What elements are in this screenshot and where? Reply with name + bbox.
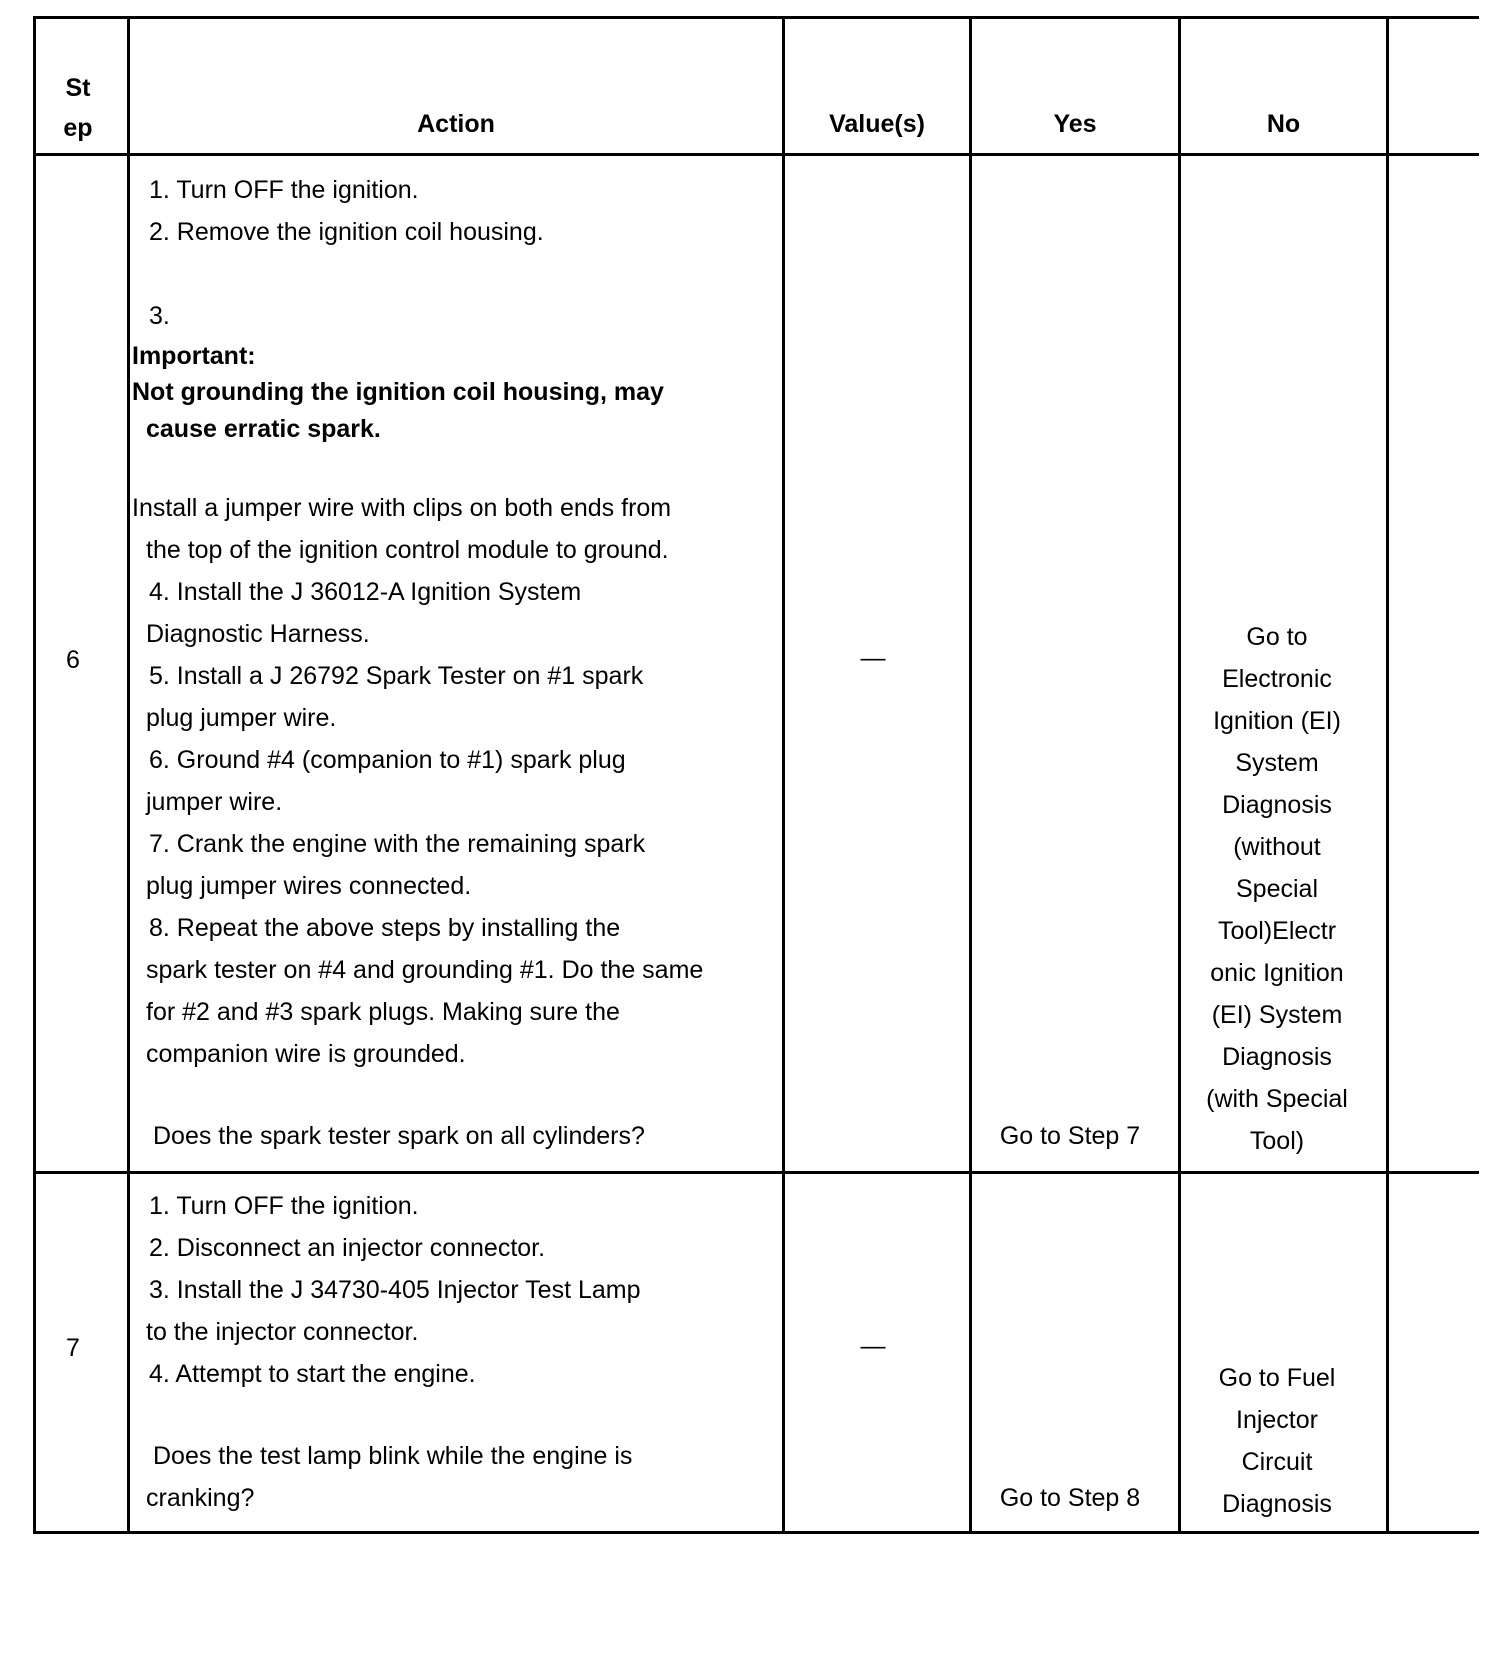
row6-action-line: Diagnostic Harness. [146,620,370,648]
header-action: Action [417,110,495,138]
col-line-5 [1386,16,1389,1534]
row7-no-line: Circuit [1241,1448,1313,1476]
header-step-line2: ep [63,114,93,142]
row6-no-line: (EI) System [1211,1001,1343,1029]
row7-action-line: to the injector connector. [146,1318,419,1346]
row6-no-line: Diagnosis [1222,791,1332,819]
row6-no-line: System [1235,749,1319,777]
row6-action-line: jumper wire. [146,788,283,816]
row7-action-line: 3. Install the J 34730-405 Injector Test Lamp [149,1276,641,1304]
important-label: Important: [132,342,256,370]
col-line-0 [33,16,36,1534]
row7-yes: Go to Step 8 [999,1484,1141,1512]
row6-no-line: Go to [1246,623,1308,651]
col-line-1 [127,16,130,1534]
row6-action-line: 5. Install a J 26792 Spark Tester on #1 spark [149,662,644,690]
row6-action-line: Install a jumper wire with clips on both ends from [132,494,672,522]
important-note: cause erratic spark. [146,415,381,443]
row7-action-line: 2. Disconnect an injector connector. [149,1234,546,1262]
row6-action-line: the top of the ignition control module to ground. [146,536,669,564]
row6-no-line: Diagnosis [1222,1043,1332,1071]
row6-action-line: spark tester on #4 and grounding #1. Do the same [146,956,704,984]
row6-no-line: Electronic [1222,665,1332,693]
row6-action-line: 8. Repeat the above steps by installing the [149,914,621,942]
header-step [36,68,120,148]
row-divider [33,1171,1479,1174]
row6-value: — [860,644,886,672]
row6-action-line: 2. Remove the ignition coil housing. [149,218,544,246]
row-step-6: 6 [66,646,80,674]
row6-no-line: onic Ignition [1210,959,1344,987]
row7-no-line: Injector [1236,1406,1318,1434]
row6-action-line: for #2 and #3 spark plugs. Making sure the [146,998,620,1026]
row7-action-line: 1. Turn OFF the ignition. [149,1192,419,1220]
row6-yes: Go to Step 7 [999,1122,1141,1150]
row6-action-line: 1. Turn OFF the ignition. [149,176,419,204]
header-yes: Yes [1053,110,1097,138]
row6-no-line: (without [1233,833,1321,861]
row7-no-line: Go to Fuel [1218,1364,1336,1392]
row6-action-line: plug jumper wires connected. [146,872,472,900]
row7-no-line: Diagnosis [1222,1490,1332,1518]
row7-question: cranking? [146,1484,255,1512]
row7-no [1181,1357,1373,1525]
row6-action-line: 6. Ground #4 (companion to #1) spark plug [149,746,626,774]
row7-value: — [860,1332,886,1360]
table-border-bottom [33,1531,1479,1534]
row6-question: Does the spark tester spark on all cylinders? [153,1122,645,1150]
header-values: Value(s) [829,110,925,138]
col-line-2 [782,16,785,1534]
row7-question: Does the test lamp blink while the engine is [153,1442,633,1470]
row6-no-line: (with Special [1206,1085,1348,1113]
row6-no [1181,616,1373,1162]
col-line-3 [969,16,972,1534]
diagnostic-table [33,16,1479,1634]
row6-no-line: Ignition (EI) [1213,707,1341,735]
row6-action-line: companion wire is grounded. [146,1040,466,1068]
row6-action-line: plug jumper wire. [146,704,337,732]
table-border-top [33,16,1479,19]
row-step-7: 7 [66,1334,80,1362]
row7-action-line: 4. Attempt to start the engine. [149,1360,476,1388]
row6-no-line: Special [1236,875,1318,903]
row6-action-line: 7. Crank the engine with the remaining spark [149,830,646,858]
header-step-line1: St [65,74,91,102]
important-note: Not grounding the ignition coil housing, may [132,378,664,406]
row6-action-line: 3. [149,302,170,330]
row6-no-line: Tool)Electr [1217,917,1337,945]
header-no: No [1266,110,1301,138]
header-divider [33,153,1479,156]
row6-no-line: Tool) [1249,1127,1305,1155]
row6-action-line: 4. Install the J 36012-A Ignition System [149,578,582,606]
